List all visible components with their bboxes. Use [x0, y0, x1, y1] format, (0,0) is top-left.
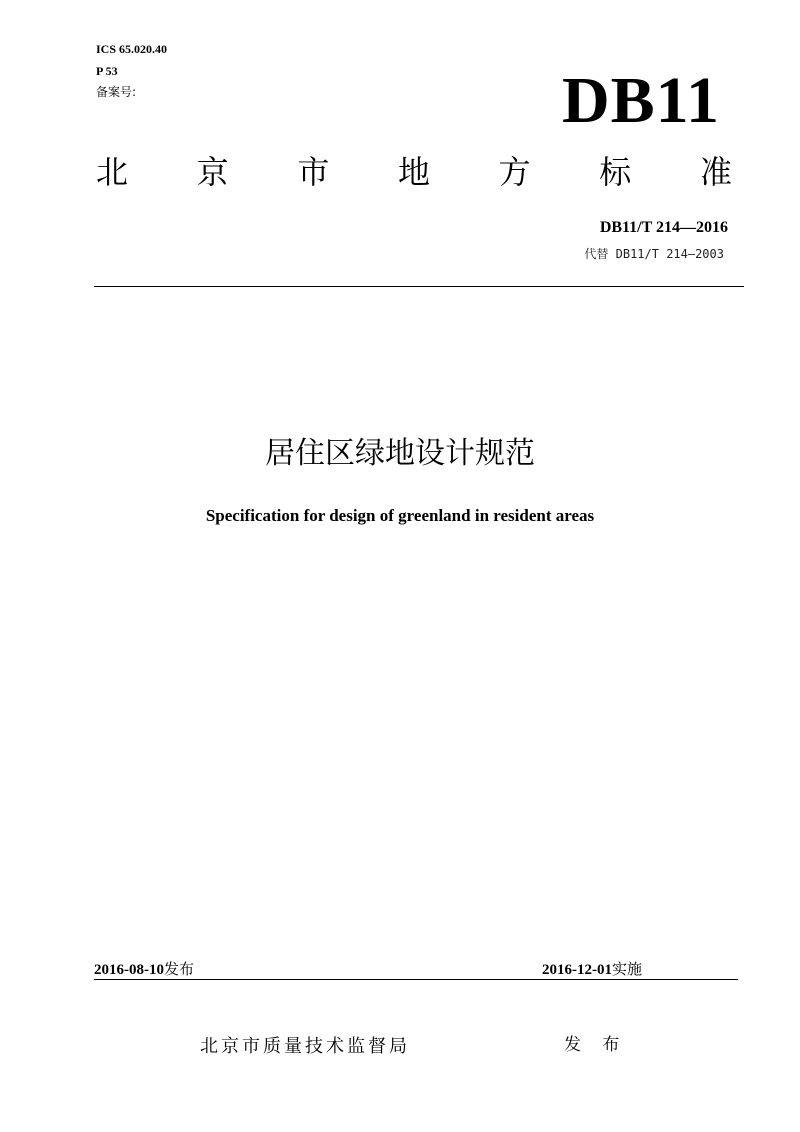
issue-date-block [94, 958, 194, 979]
standard-type-char: 市 [297, 153, 330, 191]
category-code: P 53 [96, 64, 118, 78]
publisher-name: 北京市质量技术监督局 [200, 1036, 410, 1057]
replaces-standard: 代替 DB11/T 214—2003 [584, 247, 724, 261]
document-title-cn: 居住区绿地设计规范 [265, 436, 535, 471]
ics-code: ICS 65.020.40 [96, 42, 168, 56]
effective-label: 实施 [612, 960, 643, 978]
document-title-en: Specification for design of greenland in resident areas [205, 506, 595, 525]
standard-type-char: 北 [96, 153, 129, 191]
standard-type-title [96, 152, 732, 192]
standard-code: DB11/T 214—2016 [599, 219, 728, 236]
issue-label: 发布 [164, 960, 195, 978]
standard-brand: DB11 [561, 64, 720, 137]
standard-type-char: 准 [699, 153, 732, 191]
standard-type-char: 京 [196, 153, 229, 191]
footer-divider [94, 979, 738, 980]
standard-type-char: 地 [397, 153, 430, 191]
record-number-label: 备案号: [96, 85, 137, 99]
header-divider [94, 286, 744, 287]
effective-date-block [542, 958, 642, 979]
standard-type-char: 标 [599, 153, 632, 191]
standard-type-char: 方 [498, 153, 531, 191]
publish-label: 发 布 [564, 1035, 628, 1055]
issue-date: 2016-08-10 [94, 962, 164, 978]
effective-date: 2016-12-01 [542, 962, 612, 978]
